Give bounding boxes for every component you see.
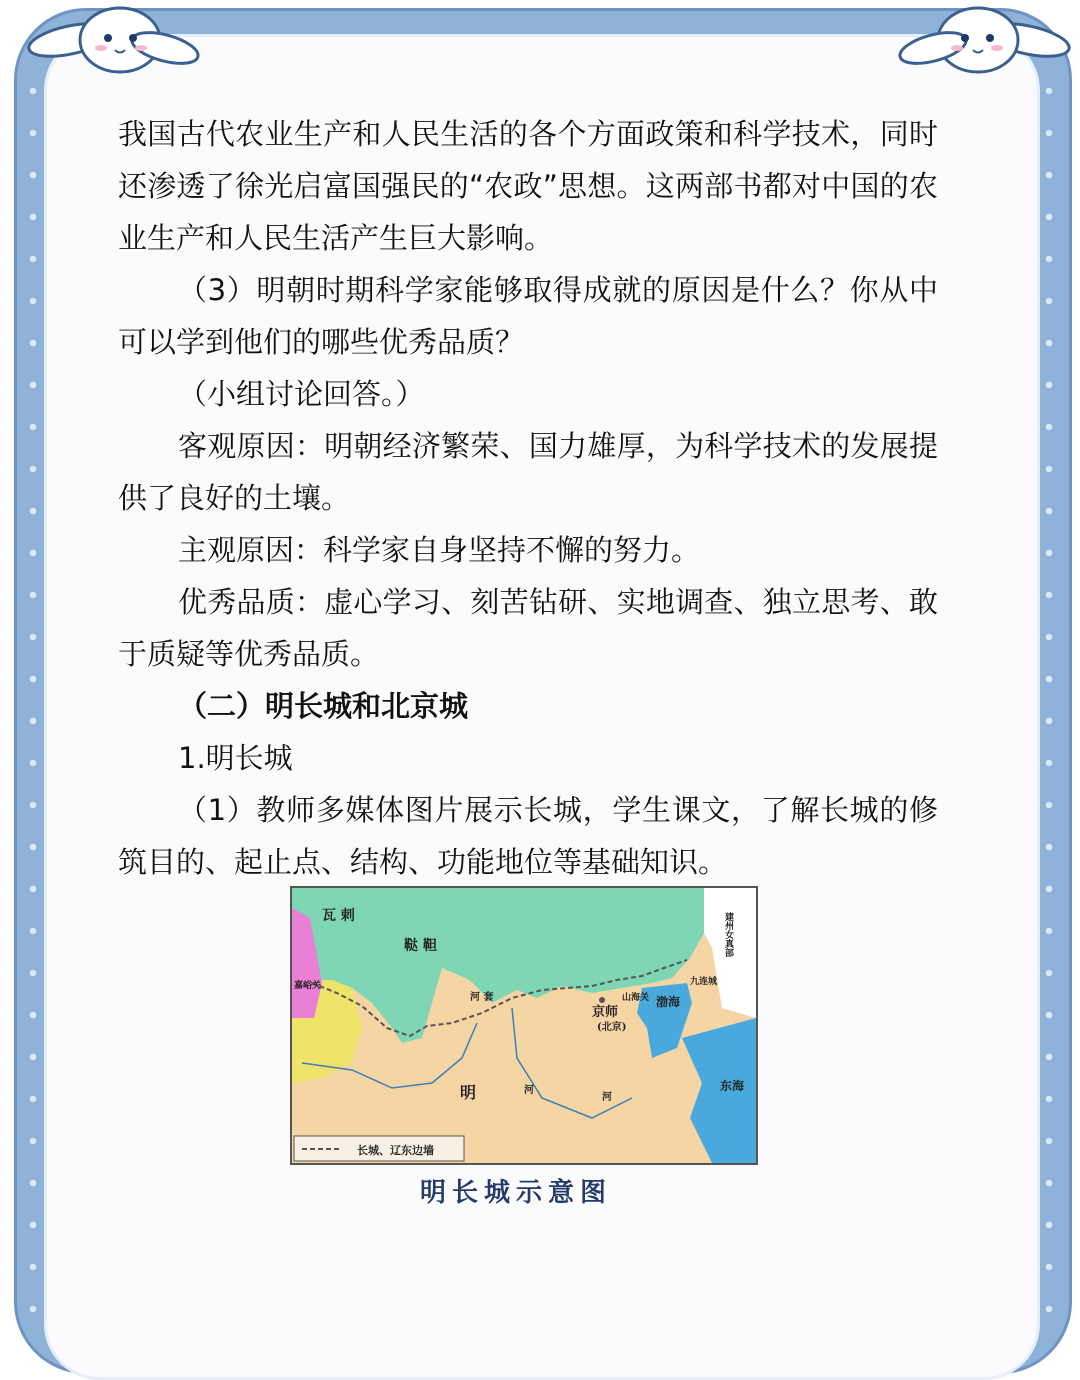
map-label: 明: [460, 1083, 477, 1102]
paragraph: 我国古代农业生产和人民生活的各个方面政策和科学技术，同时还渗透了徐光启富国强民的“农政”思想。这两部书都对中国的农业生产和人民生活产生巨大影响。: [118, 117, 938, 255]
paragraph: （小组讨论回答。）: [178, 377, 425, 411]
paragraph: 客观原因：明朝经济繁荣、国力雄厚，为科学技术的发展提供了良好的土壤。: [118, 429, 938, 515]
map-label: 九连城: [690, 977, 718, 987]
map-label: 山海关: [622, 993, 650, 1003]
map-label: (北京): [597, 1022, 627, 1033]
map-label: 嘉峪关: [294, 981, 322, 991]
legend-label: 长城、辽东边墙: [357, 1144, 434, 1157]
paragraph: 主观原因：科学家自身坚持不懈的努力。: [178, 533, 701, 567]
dot-border-left: [20, 70, 46, 1320]
map-label: 京师: [592, 1005, 619, 1020]
map-label: 鞑 靼: [404, 938, 437, 954]
dot-border-right: [1036, 70, 1062, 1320]
paragraph: 优秀品质：虚心学习、刻苦钻研、实地调查、独立思考、敢于质疑等优秀品质。: [118, 585, 938, 671]
section-heading: （二）明长城和北京城: [178, 689, 469, 723]
map-label: 河 套: [470, 992, 494, 1003]
document-body: [118, 108, 938, 888]
subheading: 1.明长城: [178, 741, 293, 775]
map-label: 东海: [720, 1079, 745, 1093]
map-label: 渤海: [656, 995, 681, 1009]
map-label: 瓦 剌: [322, 908, 355, 924]
great-wall-map: [290, 886, 758, 1165]
map-label: 河: [602, 1092, 612, 1103]
figure-caption: 明长城示意图: [420, 1178, 613, 1208]
capital-marker: [599, 997, 605, 1003]
map-label: 河: [524, 1085, 534, 1096]
mascot-icon: [893, 0, 1080, 90]
mascot-icon: [15, 0, 205, 90]
question: （3）明朝时期科学家能够取得成就的原因是什么？你从中可以学到他们的哪些优秀品质？: [118, 273, 938, 359]
map-label: 建州女真部: [723, 912, 733, 957]
paragraph: （1）教师多媒体图片展示长城，学生课文，了解长城的修筑目的、起止点、结构、功能地位等基础知识。: [118, 793, 938, 879]
